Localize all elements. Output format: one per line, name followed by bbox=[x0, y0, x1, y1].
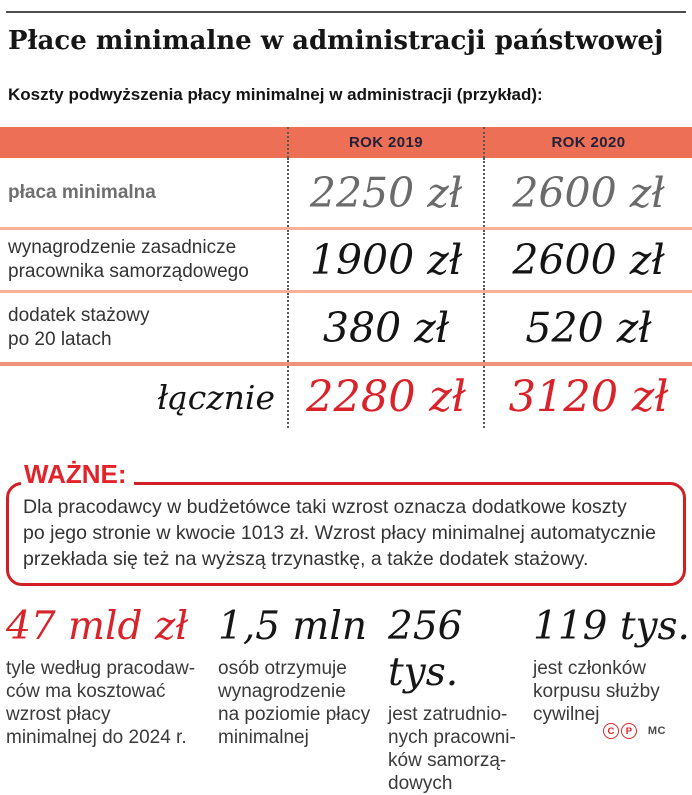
caption-line: jest członków bbox=[533, 658, 646, 679]
caption-line: na poziomie płacy bbox=[218, 704, 371, 725]
author-initials: MC bbox=[647, 725, 666, 737]
stat-local-workers bbox=[388, 604, 533, 795]
warning-text-line: przekłada się też na wyższą trzynastkę, a także dodatek stażowy. bbox=[23, 548, 589, 570]
row-label-line: pracownika samorządowego bbox=[8, 261, 249, 282]
row-label bbox=[0, 293, 287, 362]
stat-caption bbox=[218, 657, 388, 749]
total-value-2020: 3120 zł bbox=[483, 366, 692, 428]
row-label-line: wynagrodzenie zasadnicze bbox=[8, 237, 237, 258]
caption-line: cywilnej bbox=[533, 704, 600, 725]
row-label bbox=[0, 158, 287, 227]
value-2019: 2250 zł bbox=[287, 158, 483, 227]
top-rule bbox=[6, 11, 686, 13]
page-subtitle: Koszty podwyższenia płacy minimalnej w administracji (przykład): bbox=[8, 85, 543, 104]
caption-line: osób otrzymuje bbox=[218, 658, 347, 679]
wage-table bbox=[0, 127, 692, 428]
value-2019: 1900 zł bbox=[287, 230, 483, 290]
total-value-2019: 2280 zł bbox=[287, 366, 483, 428]
stat-cost bbox=[6, 604, 218, 795]
caption-line: ków samorzą- bbox=[388, 750, 507, 771]
caption-line: tyle według pracodaw- bbox=[6, 658, 196, 679]
warning-text-line: Dla pracodawcy w budżetówce taki wzrost oznacza dodatkowe koszty bbox=[23, 496, 627, 518]
stats-section bbox=[6, 604, 692, 795]
stat-value: 47 mld zł bbox=[6, 604, 189, 649]
row-label bbox=[0, 230, 287, 290]
row-label-line: płaca minimalna bbox=[8, 181, 156, 203]
credits bbox=[603, 723, 666, 739]
stat-value: 1,5 mln bbox=[218, 604, 367, 649]
row-label-line: dodatek stażowy bbox=[8, 304, 150, 326]
table-total-row bbox=[0, 362, 692, 428]
page-title: Płace minimalne w administracji państwowej bbox=[8, 26, 664, 56]
stat-caption bbox=[388, 703, 533, 795]
caption-line: ców ma kosztować bbox=[6, 681, 166, 702]
stat-value: 256 tys. bbox=[388, 604, 463, 695]
table-row bbox=[0, 227, 692, 290]
caption-line: wzrost płacy bbox=[6, 704, 111, 725]
table-row bbox=[0, 290, 692, 362]
header-rok-2019: ROK 2019 bbox=[287, 127, 483, 158]
stat-caption bbox=[6, 657, 218, 749]
header-rok-2020: ROK 2020 bbox=[483, 127, 692, 158]
caption-line: dowych bbox=[388, 773, 453, 794]
warning-label: WAŻNE: bbox=[21, 460, 134, 488]
infographic-page bbox=[0, 11, 692, 794]
caption-line: minimalnej bbox=[218, 727, 309, 748]
total-label: łącznie bbox=[157, 377, 275, 417]
value-2020: 2600 zł bbox=[483, 230, 692, 290]
caption-line: jest zatrudnio- bbox=[388, 704, 508, 725]
stat-people bbox=[218, 604, 388, 795]
copyright-icon: C bbox=[603, 723, 619, 739]
caption-line: wynagrodzenie bbox=[218, 681, 346, 702]
header-spacer bbox=[0, 127, 287, 158]
stat-caption bbox=[533, 657, 692, 726]
stat-value: 119 tys. bbox=[533, 604, 690, 649]
table-header-row bbox=[0, 127, 692, 158]
caption-line: minimalnej do 2024 r. bbox=[6, 727, 187, 748]
value-2019: 380 zł bbox=[287, 293, 483, 362]
stat-civil-service bbox=[533, 604, 692, 795]
caption-line: nych pracowni- bbox=[388, 727, 516, 748]
value-2020: 520 zł bbox=[483, 293, 692, 362]
warning-text-line: po jego stronie w kwocie 1013 zł. Wzrost płacy minimalnej automatycznie bbox=[23, 522, 656, 544]
value-2020: 2600 zł bbox=[483, 158, 692, 227]
row-label-line: po 20 latach bbox=[8, 328, 112, 350]
caption-line: korpusu służby bbox=[533, 681, 660, 702]
warning-box bbox=[6, 459, 686, 586]
phonogram-icon: P bbox=[621, 723, 637, 739]
table-row bbox=[0, 158, 692, 227]
